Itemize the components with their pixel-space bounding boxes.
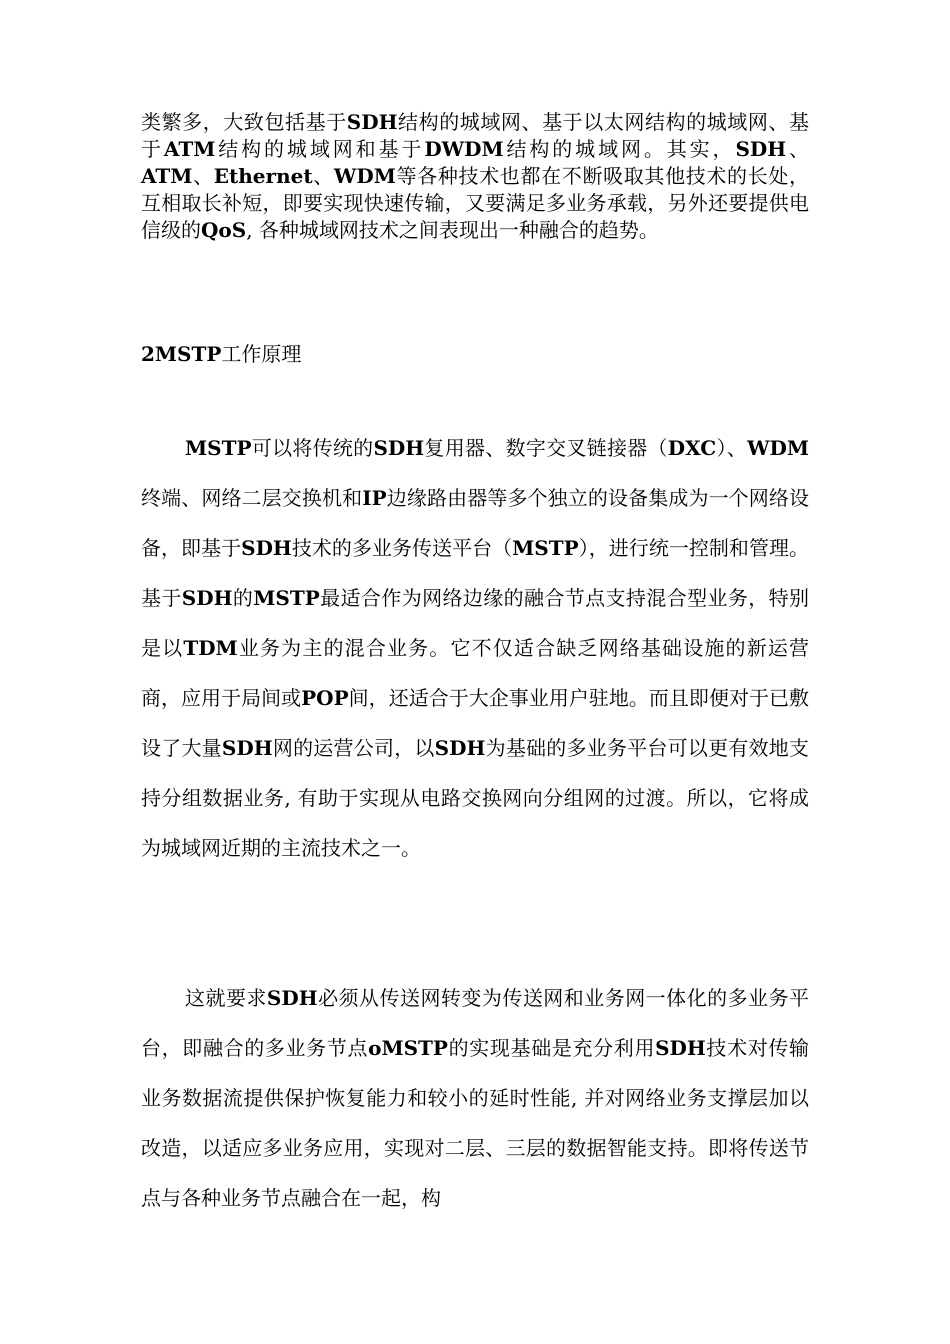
term-sdh: SDH bbox=[266, 986, 318, 1010]
text-run: 、 bbox=[312, 164, 334, 188]
section-heading bbox=[141, 339, 301, 369]
text-run: 最适合作为网络边缘的融合节点支持混合型业务，特别是以 bbox=[141, 586, 810, 660]
text-run: 技术的多业务传送平台（ bbox=[291, 536, 513, 560]
text-run: ），进行统一控制和管理。基于 bbox=[141, 536, 810, 610]
text-run: 等各种技术也都在不断吸取其他技术的长处，互相取长补短，即要实现快速传输，又要满足多业务承载，另外还要提供电信级的 bbox=[141, 164, 810, 242]
text-run: 业务为主的混合业务。它不仅适合缺乏网络基础设施的新运营商，应用于局间或 bbox=[141, 636, 810, 710]
term-tdm: TDM bbox=[183, 636, 238, 660]
term-ip: IP bbox=[362, 486, 387, 510]
text-run: 结构的城域网和基于 bbox=[215, 137, 425, 161]
text-run: 技术对传输业务数据流提供保护恢复能力和较小的延时性能, 并对网络业务支撑层加以改造，以适应多业务应用，实现对二层、三层的数据智能支持。即将传送节点与各种业务节点融合在一起，构 bbox=[141, 1036, 810, 1210]
term-mstp: MSTP bbox=[185, 436, 252, 460]
term-wdm: WDM bbox=[333, 164, 396, 188]
text-run: 、 bbox=[192, 164, 214, 188]
paragraph-sdh-requirement bbox=[141, 973, 809, 1223]
text-run: 间，还适合于大企事业用户驻地。而且即便对于已敷设了大量 bbox=[141, 686, 810, 760]
text-run: 类繁多，大致包括基于 bbox=[141, 110, 347, 134]
term-sdh: SDH bbox=[346, 110, 398, 134]
term-wdm: WDM bbox=[747, 436, 810, 460]
heading-number: 2MSTP bbox=[141, 342, 222, 366]
text-run: 的 bbox=[232, 586, 254, 610]
paragraph-mstp-principle bbox=[141, 423, 809, 873]
text-run: 、 bbox=[786, 137, 810, 161]
term-qos: QoS bbox=[201, 218, 247, 242]
term-sdh: SDH bbox=[181, 586, 233, 610]
text-run: 终端、网络二层交换机和 bbox=[141, 486, 363, 510]
text-run: 边缘路由器等多个独立的设备集成为一个网络设备，即基于 bbox=[141, 486, 810, 560]
term-sdh: SDH bbox=[735, 137, 787, 161]
term-pop: POP bbox=[301, 686, 349, 710]
text-run: , 各种城域网技术之间表现出一种融合的趋势。 bbox=[246, 218, 659, 242]
term-sdh: SDH bbox=[655, 1036, 706, 1060]
term-ethernet: Ethernet bbox=[213, 164, 313, 188]
text-run: 可以将传统的 bbox=[251, 436, 374, 460]
term-sdh: SDH bbox=[241, 536, 292, 560]
term-sdh: SDH bbox=[221, 736, 273, 760]
term-sdh: SDH bbox=[434, 736, 486, 760]
text-run: 这就要求 bbox=[185, 986, 267, 1010]
term-sdh: SDH bbox=[373, 436, 425, 460]
term-atm: ATM bbox=[163, 137, 216, 161]
text-run: 结构的城域网、基于以太网结构的城域网、基于 bbox=[141, 110, 810, 161]
term-mstp: MSTP bbox=[512, 536, 579, 560]
term-mstp: MSTP bbox=[253, 586, 320, 610]
text-run: 必须从传送网转变为传送网和业务网一体化的多业务平台，即融合的多业务节点 bbox=[141, 986, 810, 1060]
text-run: 结构的城域网。其实， bbox=[503, 137, 736, 161]
text-run: ）、 bbox=[716, 436, 748, 460]
text-run: 网的运营公司，以 bbox=[272, 736, 435, 760]
paragraph-intro bbox=[141, 109, 809, 244]
text-run: 复用器、数字交叉链接器（ bbox=[424, 436, 668, 460]
heading-text: 工作原理 bbox=[221, 342, 302, 366]
term-atm: ATM bbox=[141, 164, 193, 188]
term-omstp: oMSTP bbox=[368, 1036, 448, 1060]
term-dxc: DXC bbox=[667, 436, 717, 460]
text-run: 为基础的多业务平台可以更有效地支持分组数据业务, 有助于实现从电路交换网向分组网的过渡。所以，它将成为城域网近期的主流技术之一。 bbox=[141, 736, 810, 860]
text-run: 的实现基础是充分利用 bbox=[447, 1036, 656, 1060]
term-dwdm: DWDM bbox=[424, 137, 504, 161]
